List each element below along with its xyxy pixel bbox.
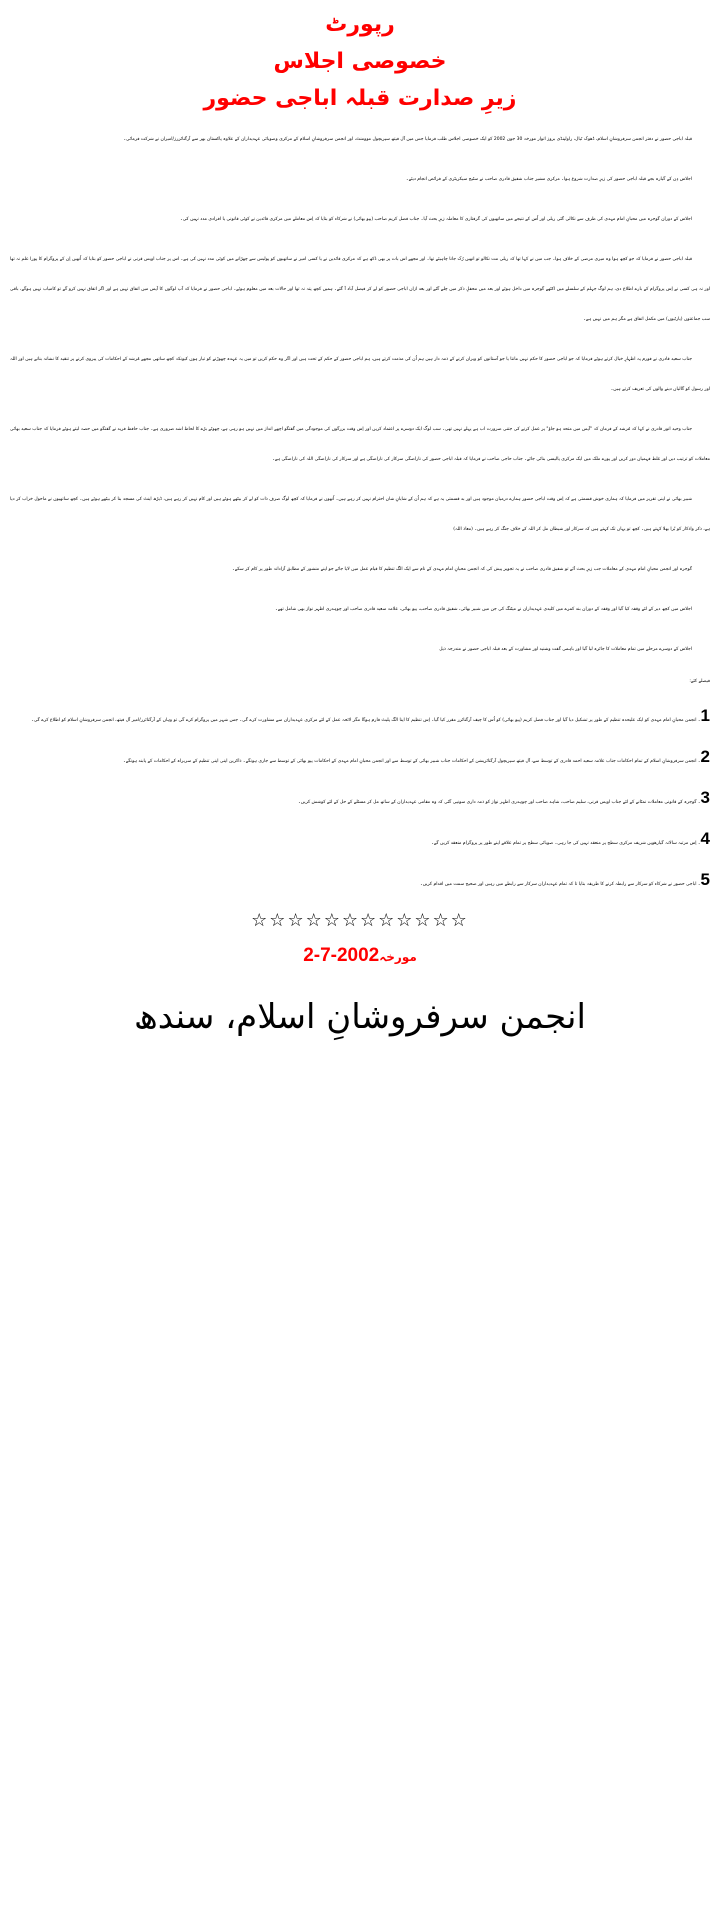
decisions-list xyxy=(10,701,710,900)
decisions-heading: فیصلے کئے: xyxy=(689,679,710,684)
title-block xyxy=(0,0,720,117)
report-chair: زیرِ صدارت قبلہ اباجی حضور xyxy=(203,86,517,111)
decision-item xyxy=(10,783,710,818)
decision-item xyxy=(10,824,710,859)
paragraph-saeed-qadri: جناب سعید قادری نے فورم پہ اظہارِ خیال کرتے ہوئے فرمایا کہ جو اباجی حضور کا حکم نہیں مانتا یا جو آستانوں کو ویران کرنے کے ذمہ دار ہیں ہم اُن کی مذمت کرتے ہیں، ہم اباجی حضور کے حکم کے تحت ہیں اور اگر وہ حکم کریں تو میں یہ عہدہ چھوڑنے کو تیار ہوں کیونکہ کچھ ساتھی مجھے مُرشد کے احکامات کی پیروی کرنے پر تنقید کا نشانہ بناتے ہیں اور اللہ اور رسول کو گالیاں دینے والوں کی تعریف کرتے ہیں۔ xyxy=(10,357,710,392)
decision-number: 5 xyxy=(700,870,710,889)
decision-number: 4 xyxy=(700,829,710,848)
decision-text: ۔ انجمن محبانِ امام مہدی کو ایک علیحدہ تنظیم کے طور پر تشکیل دیا گیا اور جناب فضل کریم (پپو بھائی) کو اُس کا چیف آرگنائزر مقرر کیا گیا۔ اِس تنظیم کا اپنا الگ پلیٹ فارم ہوگا مگر لائحہ عمل کے لئے مرکزی عہدیداران سے مشاورت کرے گی۔ جس شہر میں پروگرام کرے گی تو وہاں کے آرگنائزر/امیر آل فیتھ، انجمن سرفروشانِ اسلام کو اطلاع کرے گی۔ xyxy=(31,718,701,723)
decision-item xyxy=(10,742,710,777)
decision-text: ۔ اباجی حضور نے شرکاء کو سرکار سے رابطہ کرنے کا طریقہ بتایا تا کہ تمام عہدیداران سرکار سے رابطے میں رہیں اور صحیح سمت میں اقدام کریں۔ xyxy=(420,882,701,887)
paragraph-intro: قبلہ اباجی حضور نے دفتر انجمن سرفروشانِ اسلام، ڈھوک ٹیال، راولپنڈی بروز اتوار مورخہ 30 جون 2002 کو ایک خصوصی اجلاس طلب فرمایا جس میں آل فیتھ سپریچول موومنٹ، اور انجمن سرفروشانِ اسلام کے مرکزی وصوبائی عہدیداران کے علاوہ پاکستان بھر سے آرگنائزرز/امیران نے شرکت فرمائی۔ xyxy=(123,137,692,142)
decision-number: 1 xyxy=(700,706,710,725)
report-date xyxy=(10,945,710,967)
date-label: مورخہ xyxy=(379,950,417,964)
paragraph-second-phase: اجلاس کے دوسرے مرحلے میں تمام معاملات کا جائزہ لیا گیا اور باہمی گفت وشنید اور مشاورت کے بعد قبلہ اباجی حضور نے مندرجہ ذیل xyxy=(439,647,692,652)
decision-item xyxy=(10,865,710,900)
report-subtitle: خصوصی اجلاس xyxy=(273,49,447,74)
report-title: رپورٹ xyxy=(325,12,395,37)
decision-number: 3 xyxy=(700,788,710,807)
decision-text: ۔ اِس مرتبہ سالانہ گیارھویں شریف مرکزی سطح پر منعقد نہیں کی جا رہی۔ صوبائی سطح پر تمام علاقے اپنے طور پر پروگرام منعقد کریں گے۔ xyxy=(431,841,701,846)
star-divider-icon: ☆☆☆☆☆☆☆☆☆☆☆☆ xyxy=(251,910,469,931)
paragraph-abaji-remarks: قبلہ اباجی حضور نے فرمایا کہ جو کچھ ہوا وہ میری مرضی کے خلاف ہوا۔ جب میں نے کہا تھا کہ ریلی مت نکالو تو انھیں رُک جانا چاہیئے تھا۔ اور مجھے اس بات پر بھی دُکھ ہے کہ مرکزی قائدین نے یا کسی امیر نے ساتھیوں کو پولیس سے چھڑانے میں کوئی مدد نہیں کی ہے۔ اس پر جناب اویس قرنی نے اباجی حضور کو بتایا کہ اُنھیں اِن کے پروگرام کا پورا علم نہ تھا اور نہ ہی کسی نے اِس پروگرام کے بارے اطلاع دی، ہم لوگ جہلم کے سلسلے میں اکٹھے گوجرہ میں داخل ہوئے اور بعد میں محفلِ ذکر میں چلے گئے اور بعد ازاں اباجی حضور کو لے کر فیصل آباد آ گئے۔ ہمیں کچھ پتہ نہ تھا اور حالات بعد میں معلوم ہوئے۔ اباجی حضور نے فرمایا کہ آپ لوگوں کا آپس میں اتفاق نہیں ہے اور اگر اتفاق نہیں کرو گے تو کامیاب نہیں ہوگے، باقی سب جماعتوں (پارٹیوں) میں مکمل اتفاق ہے مگر ہم میں نہیں ہے۔ xyxy=(10,257,710,322)
decision-item xyxy=(10,701,710,736)
decision-text: ۔ گوجرہ کے قانونی معاملات نمٹانے کے لئے جناب اویس قرنی، سلیم صاحب، شاہد صاحب اور چوہدری اظہر نواز کو ذمہ داری سونپی گئی کہ وہ مقامی عہدیداران کے ساتھ مل کر مسئلے کے حل کے لئے کوشش کریں۔ xyxy=(298,800,701,805)
decision-number: 2 xyxy=(700,747,710,766)
paragraph-waheed-anwar: جناب وحید انور قادری نے کہا کہ مُرشد کے فرمان کہ "آپس میں متحد ہو جاؤ" پر عمل کرنے کی جتنی ضرورت اب ہے پہلے نہیں تھی۔ سب لوگ ایک دوسرے پر اعتماد کریں اور اِس وقت بزرگوں کی موجودگی میں گفتگو اچھے انداز میں نہیں ہو رہی ہے، چھوٹے بڑے کا لحاظ اشد ضروری ہے۔ جناب حافظ فرید نے گفتگو میں حصہ لیتے ہوئے فرمایا کہ جناب سعید بھائی معاملات کو ترتیب دیں اور غلط فہمیاں دور کریں اور پورے ملک میں ایک مرکزی پالیسی بنائی جائے۔ جناب حاجی صاحب نے فرمایا کہ قبلہ اباجی حضور کی ناراضگی سرکار کی ناراضگی ہے اور سرکار کی ناراضگی اللہ کی ناراضگی ہے۔ xyxy=(10,427,710,462)
organization-footer: انجمن سرفروشانِ اسلام، سندھ xyxy=(134,997,586,1037)
paragraph-shabbir-bhai: شبیر بھائی نے اپنی تقریر میں فرمایا کہ ہماری خوش قسمتی ہے کہ اِس وقت اباجی حضور ہمارے درمیان موجود ہیں اور بد قسمتی یہ ہے کہ ہم اُن کے شایانِ شان احترام نہیں کر رہے ہیں۔ اُنھوں نے فرمایا کہ کچھ لوگ صرف ذات کو لے کر بیٹھے ہوئے ہیں اور کام نہیں کر رہے ہیں، ڈیڑھ اینٹ کی مسجد بنا کر بیٹھے ہوئے ہیں۔ کچھ ساتھیوں نے ماحول خراب کر دیا ہے، ذکر واذکار کو بُرا بھلا کہتے ہیں۔ کچھ تو یہاں تک کہتے ہیں کہ سرکار اور شیطان مل کر اللہ کے خلاف جنگ کر رہے ہیں۔ (معاذ اللہ) xyxy=(10,497,710,532)
paragraph-break-meeting: اجلاس میں کچھ دیر کے لئے وقفہ کیا گیا اور وقفہ کے دوران بند کمرے میں کلیدی عہدیداران نے میٹنگ کی جن میں شبیر بھائی، شفیق قادری صاحب، پپو بھائی، علامہ سعید قادری صاحب اور چوہدری اظہر نواز بھی شامل تھے۔ xyxy=(275,607,692,612)
paragraph-opening: اجلاس دِن کے گیارہ بجے قبلہ اباجی حضور کی زیرِ صدارت شروع ہوا۔ مرکزی مشیر جناب شفیق قادری صاحب نے سٹیج سیکریٹری کے فرائض انجام دیئے۔ xyxy=(405,177,692,182)
date-value: 2-7-2002 xyxy=(303,945,380,966)
report-body xyxy=(0,117,720,1037)
paragraph-proposal: گوجرہ اور انجمن محبانِ امام مہدی کے معاملات جب زیرِ بحث آئے تو شفیق قادری صاحب نے یہ تجویز پیش کی کہ انجمن محبانِ امام مہدی کے نام سے ایک الگ تنظیم کا قیام عمل میں لایا جائے جو اپنے منشور کے مطابق آزادانہ طور پر کام کر سکے۔ xyxy=(232,567,692,572)
decision-text: ۔ انجمن سرفروشانِ اسلام کے تمام احکامات جناب علامہ سعید احمد قادری کے توسط سے، آل فیتھ سپریچول آرگنائزیشن کے احکامات جناب شبیر بھائی کے توسط سے اور انجمن محبانِ امام مہدی کے احکامات پپو بھائی کے توسط سے جاری ہونگے۔ ذاکرین اپنی اپنی تنظیم کے سربراہ کے احکامات کے پابند ہونگے۔ xyxy=(123,759,701,764)
paragraph-gojra-rally: اجلاس کے دوران گوجرہ میں محبانِ امام مہدی کی طرف سے نکالی گئی ریلی اور اُس کے نتیجے میں ساتھیوں کی گرفتاری کا معاملہ زیرِ بحث آیا۔ جناب فضل کریم صاحب (پپو بھائی) نے شرکاء کو بتایا کہ اِس معاملے میں مرکزی قائدین نے کوئی قانونی یا افرادی مدد نہیں کی۔ xyxy=(180,217,692,222)
